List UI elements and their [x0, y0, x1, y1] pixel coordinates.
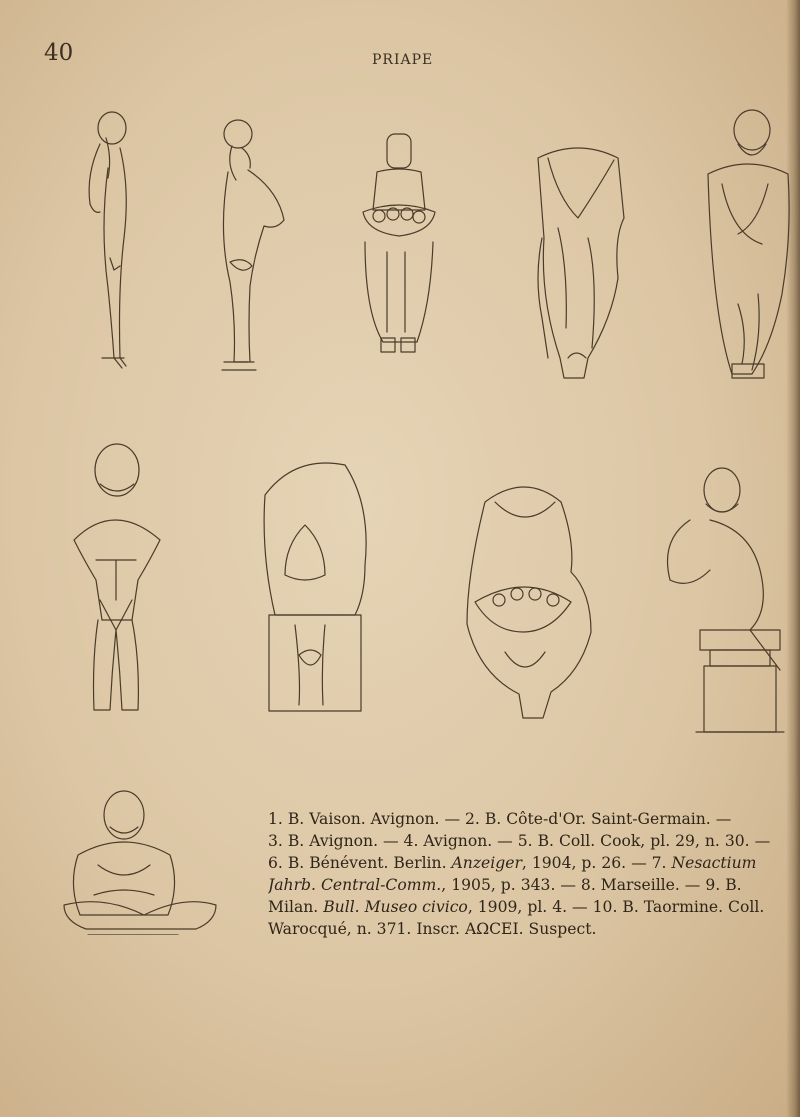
figure-3-drawing — [355, 132, 441, 357]
figure-4-drawing — [528, 138, 630, 383]
caption-line-5: Milan. Bull. Museo civico, 1909, pl. 4. — 10. B. Taormine. Coll. — [268, 898, 765, 916]
figure-1-drawing — [80, 108, 135, 373]
figure-3 — [355, 132, 441, 357]
caption-line-2: 3. B. Avignon. — 4. Avignon. — 5. B. Coll. Cook, pl. 29, n. 30. — — [268, 832, 771, 850]
page-number: 40 — [44, 40, 74, 66]
figure-8-drawing — [455, 482, 597, 722]
figure-7 — [255, 455, 373, 717]
figure-4 — [528, 138, 630, 383]
figure-5-drawing — [698, 104, 793, 382]
figure-7-drawing — [255, 455, 373, 717]
figure-5 — [698, 104, 793, 382]
figure-6 — [64, 440, 170, 715]
figure-1 — [80, 108, 135, 373]
figure-10-drawing — [58, 785, 218, 935]
caption-line-4: Jahrb. Central-Comm., 1905, p. 343. — 8. Marseille. — 9. B. — [268, 876, 742, 894]
caption-line-3: 6. B. Bénévent. Berlin. Anzeiger, 1904, p. 26. — 7. Nesactium — [268, 854, 757, 872]
figure-9 — [660, 460, 800, 740]
figure-caption — [268, 808, 800, 940]
page-edge-shadow — [786, 0, 800, 1117]
figure-2 — [212, 112, 292, 374]
figure-10 — [58, 785, 218, 935]
figure-9-drawing — [660, 460, 800, 740]
figure-2-drawing — [212, 112, 292, 374]
running-head: PRIAPE — [372, 52, 434, 68]
figure-8 — [455, 482, 597, 722]
caption-line-6: Warocqué, n. 371. Inscr. ΑΩCEI. Suspect. — [268, 920, 597, 938]
figure-6-drawing — [64, 440, 170, 715]
caption-line-1: 1. B. Vaison. Avignon. — 2. B. Côte-d'Or. Saint-Germain. — — [268, 810, 732, 828]
